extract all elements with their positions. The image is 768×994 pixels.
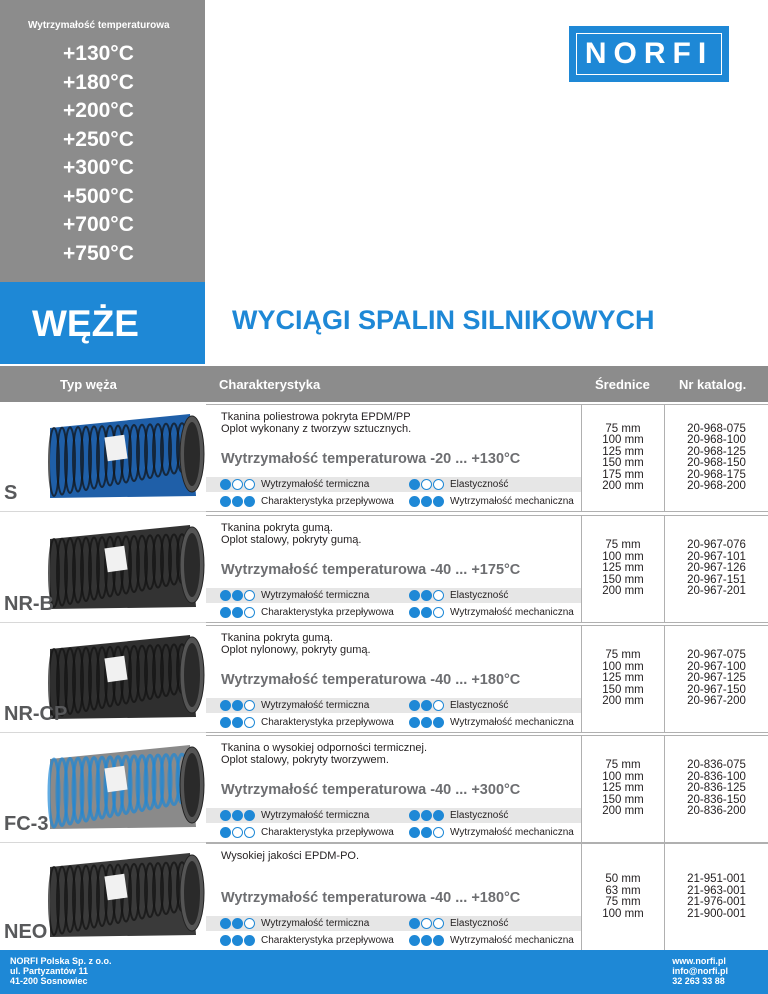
rating-dot bbox=[220, 717, 231, 728]
diameter-value: 75 mm bbox=[605, 539, 641, 552]
rating-dot bbox=[220, 479, 231, 490]
rating-thermal: Wytrzymałość termiczna bbox=[220, 590, 369, 601]
rating-dot bbox=[409, 479, 420, 490]
diameter-value: 125 mm bbox=[602, 445, 644, 458]
rating-dots bbox=[409, 607, 444, 618]
temperature-item: +300°C bbox=[63, 156, 134, 179]
diameters-cell bbox=[582, 515, 664, 623]
rating-dots bbox=[220, 607, 255, 618]
rating-dot bbox=[244, 607, 255, 618]
rating-thermal: Wytrzymałość termiczna bbox=[220, 918, 369, 929]
rating-dot bbox=[220, 827, 231, 838]
rating-dot bbox=[409, 918, 420, 929]
rating-dot bbox=[433, 918, 444, 929]
product-code: S bbox=[4, 482, 18, 504]
rating-dots bbox=[220, 496, 255, 507]
catalog-number: 21-951-001 bbox=[687, 873, 746, 885]
diameter-value: 100 mm bbox=[602, 660, 644, 673]
hose-icon bbox=[20, 851, 206, 951]
rating-dot bbox=[244, 918, 255, 929]
temperature-range: Wytrzymałość temperaturowa -40 ... +180°C bbox=[221, 890, 521, 906]
catalog-number: 20-836-100 bbox=[687, 770, 746, 783]
catalog-number: 21-900-001 bbox=[687, 907, 746, 920]
website-link[interactable]: www.norfi.pl bbox=[672, 956, 726, 966]
characteristics-cell bbox=[206, 843, 582, 951]
catalog-number: 20-968-075 bbox=[687, 422, 746, 435]
catalog-number: 20-836-150 bbox=[687, 793, 746, 806]
rating-dot bbox=[421, 607, 432, 618]
rating-dots bbox=[220, 935, 255, 946]
rating-dot bbox=[421, 827, 432, 838]
product-image-cell bbox=[0, 843, 206, 951]
rating-dot bbox=[433, 590, 444, 601]
rating-dot bbox=[232, 607, 243, 618]
header-catalog: Nr katalog. bbox=[679, 377, 747, 392]
product-description-line: Tkanina poliestrowa pokryta EPDM/PP bbox=[221, 411, 411, 423]
rating-dots bbox=[409, 918, 444, 929]
catalog-number: 20-967-101 bbox=[687, 550, 746, 563]
rating-dot bbox=[232, 590, 243, 601]
catalog-number: 20-967-151 bbox=[687, 573, 746, 586]
rating-dot bbox=[433, 607, 444, 618]
catalog-number: 20-968-150 bbox=[687, 457, 746, 469]
diameter-value: 100 mm bbox=[602, 770, 644, 783]
product-code: NR-B bbox=[4, 593, 54, 615]
rating-dots bbox=[409, 590, 444, 601]
product-description-line: Tkanina pokryta gumą. bbox=[221, 632, 333, 644]
rating-dot bbox=[409, 700, 420, 711]
rating-dot bbox=[244, 496, 255, 507]
catalog-number: 20-967-076 bbox=[687, 539, 746, 552]
diameter-value: 150 mm bbox=[602, 573, 644, 586]
rating-mechanical: Wytrzymałość mechaniczna bbox=[409, 827, 574, 838]
diameter-value: 100 mm bbox=[602, 434, 644, 446]
temperature-title: Wytrzymałość temperaturowa bbox=[28, 20, 170, 31]
catalog-number: 21-963-001 bbox=[687, 884, 746, 897]
product-image-cell bbox=[0, 625, 206, 733]
rating-dot bbox=[232, 479, 243, 490]
temperature-item: +200°C bbox=[63, 99, 134, 122]
catalog-number: 20-968-175 bbox=[687, 468, 746, 481]
product-code: NR-CP bbox=[4, 703, 68, 725]
diameter-value: 100 mm bbox=[602, 550, 644, 563]
rating-dots bbox=[220, 700, 255, 711]
product-code: NEO bbox=[4, 921, 48, 943]
rating-elastic: Elastyczność bbox=[409, 810, 508, 821]
catalog-cell bbox=[664, 625, 768, 733]
temperature-item: +700°C bbox=[63, 213, 134, 236]
rating-dot bbox=[409, 717, 420, 728]
header-diameters: Średnice bbox=[595, 377, 650, 392]
catalog-number: 21-976-001 bbox=[687, 896, 746, 908]
temperature-item: +750°C bbox=[63, 241, 134, 265]
footer bbox=[0, 950, 768, 994]
temperature-item: +130°C bbox=[63, 42, 134, 65]
rating-dots bbox=[409, 700, 444, 711]
rating-thermal: Wytrzymałość termiczna bbox=[220, 479, 369, 490]
rating-dot bbox=[232, 827, 243, 838]
rating-dot bbox=[409, 607, 420, 618]
diameter-value: 125 mm bbox=[602, 782, 644, 795]
diameter-value: 50 mm bbox=[605, 873, 641, 885]
diameters-cell bbox=[582, 404, 664, 512]
rating-dot bbox=[220, 607, 231, 618]
product-description bbox=[221, 632, 561, 656]
email-link[interactable]: info@norfi.pl bbox=[672, 966, 728, 976]
diameter-value: 75 mm bbox=[605, 759, 641, 772]
rating-elastic: Elastyczność bbox=[409, 700, 508, 711]
diameter-value: 200 mm bbox=[602, 695, 644, 708]
rating-mechanical: Wytrzymałość mechaniczna bbox=[409, 496, 574, 507]
footer-contact bbox=[672, 956, 728, 986]
temperature-range: Wytrzymałość temperaturowa -20 ... +130°C bbox=[221, 451, 521, 467]
rating-dots bbox=[409, 810, 444, 821]
rating-dot bbox=[433, 496, 444, 507]
rating-dot bbox=[232, 496, 243, 507]
product-row bbox=[0, 735, 768, 843]
product-image-cell bbox=[0, 404, 206, 512]
rating-dot bbox=[220, 918, 231, 929]
rating-mechanical: Wytrzymałość mechaniczna bbox=[409, 717, 574, 728]
catalog-number: 20-967-125 bbox=[687, 672, 746, 685]
rating-dot bbox=[244, 479, 255, 490]
catalog-number: 20-836-125 bbox=[687, 782, 746, 795]
rating-flow: Charakterystyka przepływowa bbox=[220, 496, 394, 507]
rating-dots bbox=[220, 827, 255, 838]
characteristics-cell bbox=[206, 735, 582, 843]
rating-thermal: Wytrzymałość termiczna bbox=[220, 810, 369, 821]
rating-dot bbox=[232, 700, 243, 711]
rating-dots bbox=[409, 827, 444, 838]
characteristics-cell bbox=[206, 404, 582, 512]
rating-dot bbox=[220, 810, 231, 821]
catalog-number: 20-836-200 bbox=[687, 805, 746, 818]
table-header bbox=[0, 366, 768, 402]
diameter-value: 75 mm bbox=[605, 896, 641, 908]
diameters-cell bbox=[582, 735, 664, 843]
characteristics-cell bbox=[206, 625, 582, 733]
rating-dot bbox=[421, 700, 432, 711]
rating-elastic: Elastyczność bbox=[409, 479, 508, 490]
rating-dot bbox=[232, 918, 243, 929]
rating-dot bbox=[244, 590, 255, 601]
product-description bbox=[221, 411, 561, 435]
temperature-range: Wytrzymałość temperaturowa -40 ... +300°C bbox=[221, 782, 521, 798]
header-type: Typ węża bbox=[60, 377, 117, 392]
rating-dot bbox=[421, 496, 432, 507]
catalog-cell bbox=[664, 404, 768, 512]
rating-dots bbox=[409, 935, 444, 946]
temperature-range: Wytrzymałość temperaturowa -40 ... +180°C bbox=[221, 672, 521, 688]
rating-elastic: Elastyczność bbox=[409, 590, 508, 601]
product-description bbox=[221, 522, 561, 546]
diameter-value: 125 mm bbox=[602, 672, 644, 685]
diameter-value: 150 mm bbox=[602, 683, 644, 696]
rating-dot bbox=[232, 810, 243, 821]
rating-dots bbox=[409, 479, 444, 490]
rating-dot bbox=[421, 918, 432, 929]
product-description bbox=[221, 742, 561, 766]
diameter-value: 63 mm bbox=[605, 884, 641, 897]
rating-dot bbox=[409, 827, 420, 838]
temperature-list bbox=[63, 40, 134, 268]
catalog-number: 20-968-125 bbox=[687, 445, 746, 458]
characteristics-cell bbox=[206, 515, 582, 623]
rating-dot bbox=[220, 700, 231, 711]
product-code: FC-3 bbox=[4, 813, 49, 835]
rating-dots bbox=[220, 590, 255, 601]
rating-dots bbox=[409, 496, 444, 507]
rating-dot bbox=[421, 810, 432, 821]
rating-flow: Charakterystyka przepływowa bbox=[220, 607, 394, 618]
product-description-line: Wysokiej jakości EPDM-PO. bbox=[221, 850, 360, 862]
product-description-line: Oplot stalowy, pokryty tworzywem. bbox=[221, 754, 389, 766]
rating-dot bbox=[421, 590, 432, 601]
header-characteristics: Charakterystyka bbox=[219, 377, 321, 392]
diameter-value: 175 mm bbox=[602, 468, 644, 481]
category-label: WĘŻE bbox=[32, 303, 139, 344]
product-row bbox=[0, 625, 768, 733]
catalog-number: 20-968-200 bbox=[687, 480, 746, 492]
rating-dots bbox=[409, 717, 444, 728]
page-title: WYCIĄGI SPALIN SILNIKOWYCH bbox=[232, 305, 655, 335]
rating-mechanical: Wytrzymałość mechaniczna bbox=[409, 935, 574, 946]
diameter-value: 75 mm bbox=[605, 649, 641, 662]
catalog-number: 20-967-075 bbox=[687, 649, 746, 662]
product-row bbox=[0, 843, 768, 951]
rating-dot bbox=[409, 496, 420, 507]
rating-dot bbox=[244, 810, 255, 821]
product-description bbox=[221, 850, 561, 862]
product-row bbox=[0, 515, 768, 623]
rating-mechanical: Wytrzymałość mechaniczna bbox=[409, 607, 574, 618]
product-description-line: Oplot stalowy, pokryty gumą. bbox=[221, 534, 362, 546]
catalog-number: 20-967-200 bbox=[687, 695, 746, 708]
rating-dots bbox=[220, 810, 255, 821]
hose-icon bbox=[20, 412, 206, 512]
rating-flow: Charakterystyka przepływowa bbox=[220, 717, 394, 728]
rating-dots bbox=[220, 918, 255, 929]
temperature-item: +500°C bbox=[63, 184, 134, 208]
rating-dot bbox=[244, 827, 255, 838]
norfi-logo bbox=[569, 26, 729, 82]
temperature-item: +180°C bbox=[63, 70, 134, 94]
product-description-line: Oplot wykonany z tworzyw sztucznych. bbox=[221, 423, 412, 435]
rating-dot bbox=[220, 935, 231, 946]
catalog-cell bbox=[664, 735, 768, 843]
rating-dot bbox=[421, 935, 432, 946]
product-image-cell bbox=[0, 735, 206, 843]
product-image-cell bbox=[0, 515, 206, 623]
rating-dot bbox=[421, 717, 432, 728]
rating-dots bbox=[220, 717, 255, 728]
temperature-item: +250°C bbox=[63, 127, 134, 151]
rating-dot bbox=[232, 717, 243, 728]
rating-dot bbox=[220, 496, 231, 507]
catalog-number: 20-967-100 bbox=[687, 660, 746, 673]
catalog-number: 20-967-150 bbox=[687, 683, 746, 696]
rating-dot bbox=[409, 935, 420, 946]
diameters-cell bbox=[582, 625, 664, 733]
rating-dot bbox=[409, 810, 420, 821]
rating-dot bbox=[244, 717, 255, 728]
rating-dots bbox=[220, 479, 255, 490]
product-description-line: Tkanina pokryta gumą. bbox=[221, 522, 333, 534]
diameter-value: 200 mm bbox=[602, 805, 644, 818]
rating-dot bbox=[433, 479, 444, 490]
rating-dot bbox=[433, 717, 444, 728]
catalog-cell bbox=[664, 515, 768, 623]
catalog-number: 20-967-201 bbox=[687, 585, 746, 598]
rating-dot bbox=[232, 935, 243, 946]
diameters-cell bbox=[582, 843, 664, 951]
rating-dot bbox=[244, 935, 255, 946]
catalog-cell bbox=[664, 843, 768, 951]
product-description-line: Oplot nylonowy, pokryty gumą. bbox=[221, 644, 371, 656]
temperature-range: Wytrzymałość temperaturowa -40 ... +175°C bbox=[221, 562, 521, 578]
diameter-value: 125 mm bbox=[602, 562, 644, 575]
diameter-value: 75 mm bbox=[605, 422, 641, 435]
catalog-number: 20-968-100 bbox=[687, 434, 746, 446]
rating-dot bbox=[244, 700, 255, 711]
product-description-line: Tkanina o wysokiej odporności termicznej. bbox=[221, 742, 428, 754]
rating-dot bbox=[421, 479, 432, 490]
diameter-value: 200 mm bbox=[602, 585, 644, 598]
rating-thermal: Wytrzymałość termiczna bbox=[220, 700, 369, 711]
rating-flow: Charakterystyka przepływowa bbox=[220, 935, 394, 946]
diameter-value: 150 mm bbox=[602, 793, 644, 806]
phone-number: 32 263 33 88 bbox=[672, 976, 725, 986]
rating-elastic: Elastyczność bbox=[409, 918, 508, 929]
diameter-value: 150 mm bbox=[602, 457, 644, 469]
rating-dot bbox=[433, 700, 444, 711]
rating-dot bbox=[220, 590, 231, 601]
logo-text: NORFI bbox=[584, 37, 714, 70]
rating-flow: Charakterystyka przepływowa bbox=[220, 827, 394, 838]
rating-dot bbox=[433, 810, 444, 821]
rating-dot bbox=[433, 935, 444, 946]
diameter-value: 200 mm bbox=[602, 480, 644, 492]
rating-dot bbox=[433, 827, 444, 838]
rating-dot bbox=[409, 590, 420, 601]
product-row bbox=[0, 404, 768, 512]
catalog-number: 20-967-126 bbox=[687, 562, 746, 575]
diameter-value: 100 mm bbox=[602, 907, 644, 920]
footer-address: NORFI Polska Sp. z o.o. ul. Partyzantów 11 41-200 Sosnowiec bbox=[10, 956, 112, 986]
catalog-number: 20-836-075 bbox=[687, 759, 746, 772]
